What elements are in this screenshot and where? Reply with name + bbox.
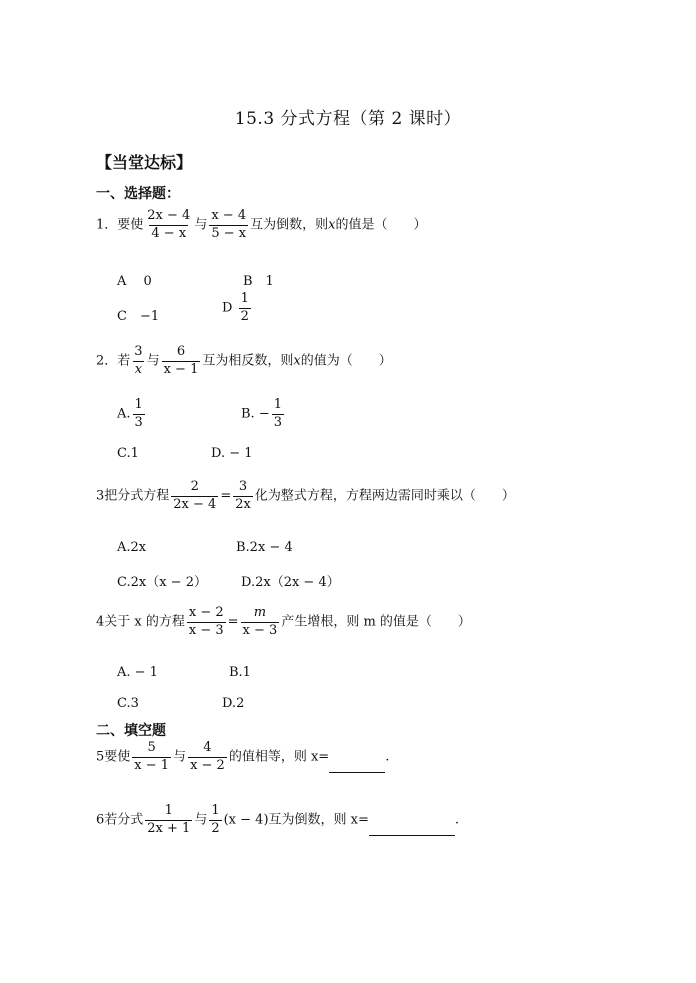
q2-fraction-1 [132, 345, 144, 377]
question-5 [96, 741, 389, 773]
q4-tail: 产生增根，则 m 的值是（ ） [281, 614, 471, 630]
q2-connector: 与 [146, 353, 160, 369]
q3-frac2-denominator: 2x [235, 496, 251, 512]
q5-end: . [385, 749, 390, 765]
q6-frac1-numerator: 1 [164, 803, 173, 818]
q6-frac1-denominator: 2x + 1 [147, 820, 191, 836]
q1-option-d-label: D [222, 300, 233, 316]
q6-tail: (x − 4)互为倒数，则 x= [223, 812, 369, 828]
q5-fraction-2 [188, 741, 227, 773]
q6-fraction-1 [145, 804, 192, 836]
q1-option-a: A 0 [117, 274, 152, 289]
q4-equals: = [227, 614, 239, 630]
q1-fraction-1 [145, 209, 192, 241]
q3-frac2-numerator: 3 [238, 479, 248, 494]
q2-option-a-label: A. [117, 406, 131, 422]
q6-connector: 与 [194, 812, 208, 828]
q2-option-c: C.1 [117, 446, 139, 461]
question-1 [96, 209, 426, 241]
q3-option-a: A.2x [117, 540, 147, 555]
q4-frac1-numerator: x − 2 [188, 605, 224, 620]
q1-frac1-denominator: 4 − x [151, 225, 187, 241]
q2-option-a-fraction [133, 398, 145, 430]
q2-fraction-2 [162, 345, 201, 377]
q1-prefix: 1．要使 [96, 217, 144, 233]
q3-prefix: 3把分式方程 [96, 488, 170, 504]
q4-frac1-denominator: x − 3 [188, 622, 224, 638]
q5-frac2-numerator: 4 [203, 740, 212, 755]
q2-option-a [117, 398, 147, 430]
q1-connector: 与 [194, 217, 208, 233]
part2-heading: 二、填空题 [96, 723, 166, 739]
q2-option-d: D. − 1 [211, 446, 253, 461]
q1-opt-d-denominator: 2 [240, 308, 249, 324]
question-3 [96, 480, 515, 512]
q2-opt-a-numerator: 1 [134, 397, 143, 412]
q3-fraction-2 [233, 480, 253, 512]
q3-tail: 化为整式方程，方程两边需同时乘以（ ） [254, 488, 515, 504]
page-title: 15.3 分式方程（第 2 课时） [234, 109, 462, 129]
q2-option-b-fraction [272, 398, 284, 430]
q5-fraction-1 [132, 741, 171, 773]
q1-option-c: C −1 [117, 309, 160, 324]
q1-variable: x [328, 217, 336, 233]
q2-frac2-numerator: 6 [176, 344, 186, 359]
q1-tail-a: 互为倒数，则 [250, 217, 329, 233]
q1-fraction-2 [209, 209, 248, 241]
q4-frac2-numerator: m [253, 605, 267, 620]
q3-equals: = [220, 488, 232, 504]
q5-answer-blank[interactable] [329, 758, 385, 773]
q3-option-d: D.2x（2x − 4） [241, 575, 340, 590]
q2-opt-a-denominator: 3 [134, 414, 143, 430]
q1-tail-b: 的值是（ ） [335, 217, 427, 233]
question-4 [96, 606, 471, 638]
q2-frac1-numerator: 3 [134, 344, 143, 359]
q5-connector: 与 [173, 749, 187, 765]
q2-prefix: 2．若 [96, 353, 131, 369]
q3-frac1-denominator: 2x − 4 [173, 496, 217, 512]
q1-option-b: B 1 [243, 274, 274, 289]
part1-heading: 一、选择题： [96, 186, 180, 202]
q4-option-c: C.3 [117, 696, 139, 711]
q1-option-d-fraction [239, 292, 251, 324]
q6-frac2-denominator: 2 [211, 820, 220, 836]
q6-frac2-numerator: 1 [211, 803, 220, 818]
q6-answer-blank[interactable] [369, 821, 455, 836]
q2-opt-b-denominator: 3 [273, 414, 282, 430]
q2-frac1-denominator: x [134, 361, 143, 377]
q4-frac2-denominator: x − 3 [242, 622, 278, 638]
q5-frac2-denominator: x − 2 [190, 757, 225, 773]
q4-fraction-1 [187, 606, 226, 638]
q4-prefix: 4关于 x 的方程 [96, 614, 185, 630]
q3-fraction-1 [171, 480, 218, 512]
q2-frac2-denominator: x − 1 [163, 361, 199, 377]
q2-tail-a: 互为相反数，则 [202, 353, 294, 369]
q1-option-d [222, 292, 253, 324]
q6-prefix: 6若分式 [96, 812, 144, 828]
q4-option-b: B.1 [229, 665, 251, 680]
q1-frac1-numerator: 2x − 4 [147, 208, 191, 223]
q4-option-a: A. − 1 [117, 665, 158, 680]
q3-option-c: C.2x（x − 2） [117, 575, 207, 590]
section-label: 【当堂达标】 [96, 153, 193, 172]
q2-tail-b: 的值为（ ） [300, 353, 392, 369]
q5-frac1-denominator: x − 1 [134, 757, 170, 773]
q5-prefix: 5要使 [96, 749, 131, 765]
q2-option-b [241, 398, 286, 430]
q5-tail: 的值相等，则 x= [228, 749, 330, 765]
q1-frac2-numerator: x − 4 [211, 208, 247, 223]
q2-option-b-label: B. − [241, 406, 270, 422]
q6-end: . [454, 812, 460, 828]
q3-frac1-numerator: 2 [190, 479, 199, 494]
q5-frac1-numerator: 5 [147, 740, 156, 755]
q3-option-b: B.2x − 4 [236, 540, 293, 555]
q2-opt-b-numerator: 1 [273, 397, 282, 412]
q4-fraction-2 [241, 606, 280, 638]
q1-frac2-denominator: 5 − x [211, 225, 247, 241]
q1-opt-d-numerator: 1 [240, 291, 249, 306]
q6-fraction-2 [209, 804, 221, 836]
question-6 [96, 804, 459, 836]
question-2 [96, 345, 392, 377]
q4-option-d: D.2 [222, 696, 245, 711]
q2-variable: x [293, 353, 301, 369]
